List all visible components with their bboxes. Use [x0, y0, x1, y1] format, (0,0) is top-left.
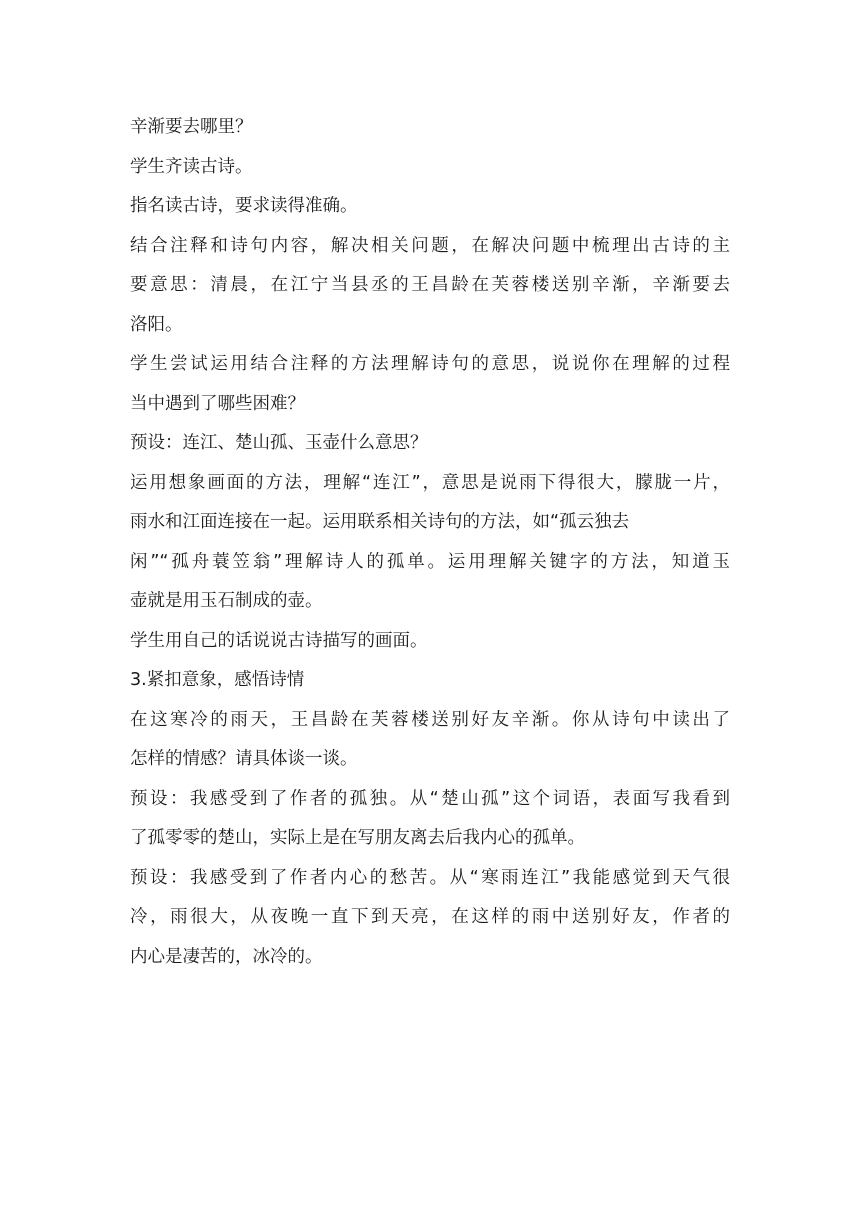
- document-body: [130, 108, 730, 977]
- text-line: 壶就是用玉石制成的壶。: [130, 591, 323, 611]
- text-line: 内心是凄苦的，冰冷的。: [130, 946, 323, 967]
- text-line: 指名读古诗，要求读得准确。: [130, 196, 358, 216]
- text-line: 冷，雨很大，从夜晚一直下到天亮，在这样的雨中送别好友，作者的: [130, 907, 730, 927]
- text-line: 雨水和江面连接在一起。运用联系相关诗句的方法，如“孤云独去: [130, 512, 630, 532]
- text-line: 学生尝试运用结合注释的方法理解诗句的意思，说说你在理解的过程: [130, 354, 730, 374]
- text-line: 怎样的情感？请具体谈一谈。: [130, 749, 358, 769]
- text-line: 要意思：清晨，在江宁当县丞的王昌龄在芙蓉楼送别辛渐，辛渐要去: [130, 275, 730, 295]
- text-line: 辛渐要去哪里？: [130, 117, 253, 137]
- text-line: 预设：我感受到了作者的孤独。从“楚山孤”这个词语，表面写我看到: [130, 788, 730, 809]
- text-line: 结合注释和诗句内容，解决相关问题，在解决问题中梳理出古诗的主: [130, 235, 730, 256]
- text-line: 学生齐读古诗。: [130, 156, 253, 177]
- section-heading: 3.紧扣意象，感悟诗情: [130, 670, 305, 690]
- text-line: 了孤零零的楚山，实际上是在写朋友离去后我内心的孤单。: [130, 828, 585, 848]
- text-line: 预设：我感受到了作者内心的愁苦。从“寒雨连江”我能感觉到天气很: [130, 867, 730, 888]
- text-line: 运用想象画面的方法，理解“连江”，意思是说雨下得很大，朦胧一片，: [130, 472, 730, 493]
- text-line: 洛阳。: [130, 314, 183, 335]
- text-line: 闲”“孤舟蓑笠翁”理解诗人的孤单。运用理解关键字的方法，知道玉: [130, 551, 730, 572]
- text-line: 当中遇到了哪些困难？: [130, 393, 305, 414]
- text-line: 在这寒冷的雨天，王昌龄在芙蓉楼送别好友辛渐。你从诗句中读出了: [130, 709, 730, 730]
- text-line: 预设：连江、楚山孤、玉壶什么意思？: [130, 433, 428, 453]
- text-line: 学生用自己的话说说古诗描写的画面。: [130, 630, 428, 651]
